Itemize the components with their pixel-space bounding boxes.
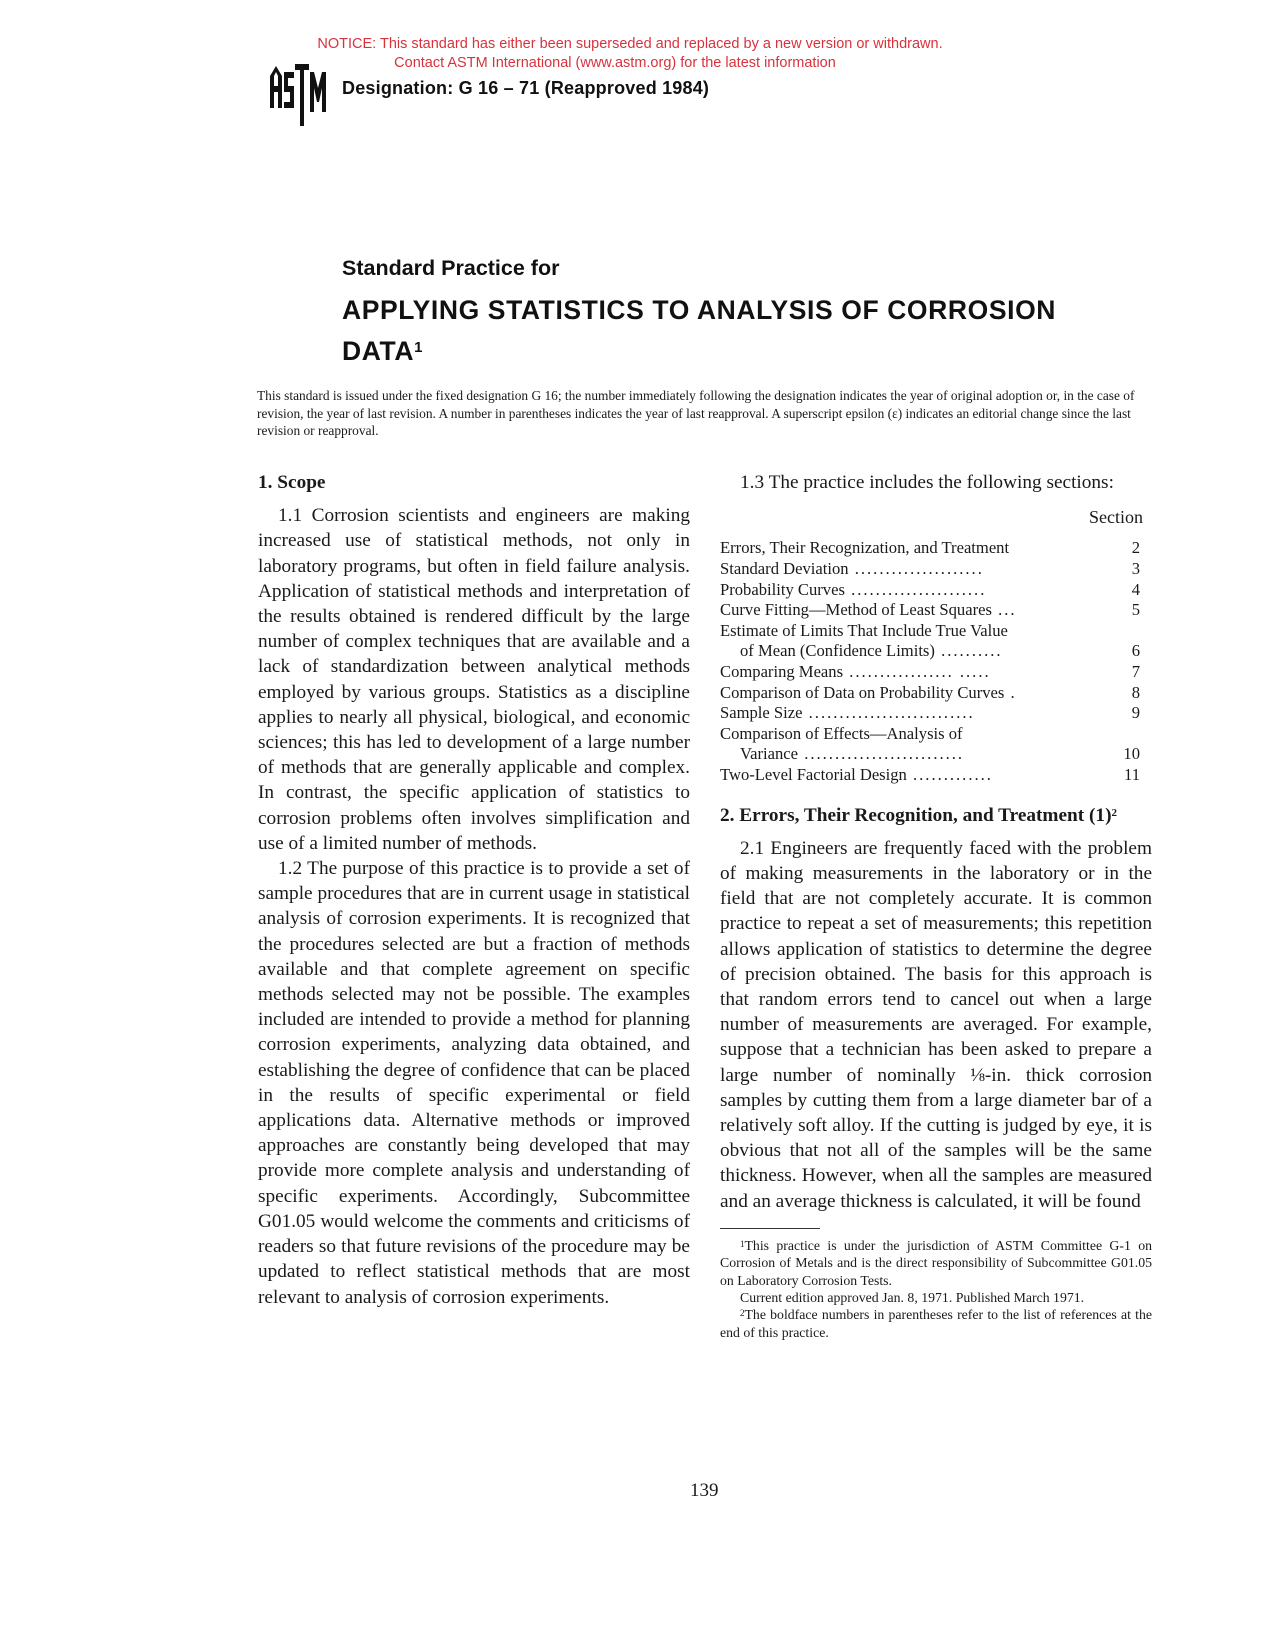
paragraph-2-1: 2.1 Engineers are frequently faced with the problem of making measurements in the laboratory or in the field that are not completely accurate. It is common practice to repeat a set of measurements; this repetition allows application of statistics to determine the degree of precision obtained. The basis for this approach is that random errors tend to cancel out when a large number of measurements are averaged. For example, suppose that a technician has been asked to prepare a large number of nominally ⅛-in. thick corrosion samples by cutting them from a large diameter bar of a relatively soft alloy. If the cutting is judged by eye, it is obvious that not all of the samples will be the same thickness. However, when all the samples are measured and an average thickness is calculated, it will be found: [720, 837, 1152, 1212]
toc-row: [720, 703, 1152, 724]
toc-row: [720, 744, 1152, 765]
toc-row: [720, 580, 1152, 601]
toc-section: 4: [1131, 579, 1140, 599]
toc-label: [720, 538, 1090, 559]
footnote-1b-text: Current edition approved Jan. 8, 1971. Published March 1971.: [740, 1290, 1085, 1305]
toc-section: 11: [1124, 764, 1140, 784]
notice-line-1: NOTICE: This standard has either been superseded and replaced by a new version or withdrawn.: [317, 36, 943, 52]
toc-row: [720, 724, 1152, 745]
footnote-1-text: This practice is under the jurisdiction of ASTM Committee G-1 on Corrosion of Metals and is the direct responsibility of Subcommittee G01.05 on Laboratory Corrosion Tests.: [720, 1237, 1152, 1288]
toc-dots: ......................: [844, 579, 987, 599]
toc-section: 3: [1131, 559, 1140, 578]
notice-line-2: Contact ASTM International (www.astm.org) for the latest information: [394, 55, 836, 71]
issued-note: This standard is issued under the fixed designation G 16; the number immediately following the designation indicates the year of original adoption or, in the case of revision, the year of last revision. A number in parentheses indicates the year of last reapproval. A superscript epsilon (ε) indicates an editorial change since the last revision or reapproval.: [257, 388, 1135, 438]
toc-section: 9: [1131, 703, 1140, 723]
astm-logo: [268, 62, 326, 128]
toc-label-text: Estimate of Limits That Include True Value: [720, 620, 1008, 640]
toc-row: [720, 621, 1152, 642]
toc-label: [720, 621, 1090, 642]
toc-dots: ..........: [934, 641, 1003, 661]
toc-section: 7: [1131, 661, 1140, 681]
footnote-2-text: The boldface numbers in parentheses refer to the list of references at the end of this practice.: [720, 1307, 1152, 1340]
toc-label-text: Standard Deviation: [720, 559, 849, 578]
toc-label: [720, 683, 1090, 704]
section-1-heading: 1. Scope: [258, 472, 326, 493]
toc-section: 5: [1131, 600, 1140, 620]
toc-header: [720, 505, 1152, 530]
toc-label-text: Comparing Means: [720, 661, 844, 681]
toc-label-text: Comparison of Effects—Analysis of: [720, 723, 963, 743]
toc: [720, 538, 1152, 785]
section-2-heading: [720, 803, 1152, 828]
toc-row: [720, 662, 1152, 683]
toc-section: 8: [1131, 682, 1140, 702]
toc-label: [720, 641, 1090, 662]
toc-label-text: Variance: [740, 744, 799, 764]
toc-label: [720, 744, 1090, 765]
footnote-2: [720, 1306, 1152, 1341]
toc-label: [720, 724, 1090, 745]
paragraph-1-1: 1.1 Corrosion scientists and engineers are making increased use of statistical methods, not only in laboratory programs, but often in field failure analysis. Application of statistical methods and interpretation of the results obtained is rendered difficult by the large number of complex techniques that are available and a lack of standardization between analytical methods employed by various groups. Statistics as a discipline applies to nearly all physical, biological, and economic sciences; this has led to development of a large number of methods that are generally applicable and complex. In contrast, the specific application of statistics to corrosion problems often involves simplification and use of a limited number of methods.: [258, 505, 690, 854]
toc-dots: .: [1004, 682, 1017, 702]
toc-header-label: Section: [1089, 507, 1143, 528]
standard-title-text: APPLYING STATISTICS TO ANALYSIS OF CORROSION DATA: [342, 295, 1057, 366]
toc-section: 10: [1123, 744, 1140, 764]
paragraph-1-2: 1.2 The purpose of this practice is to provide a set of sample procedures that are in current usage in statistical analysis of corrosion experiments. It is recognized that the procedures selected are but a fraction of methods available and that complete agreement on specific methods selected may not be possible. The examples included are intended to provide a method for planning corrosion experiments, analyzing data obtained, and establishing the degree of confidence that can be placed in the results of specific experimental or field applications data. Alternative methods or improved approaches are constantly being developed that may provide more complete analysis and understanding of specific experiments. Accordingly, Subcommittee G01.05 would welcome the comments and criticisms of readers so that future revisions of the procedure may be updated to reflect statistical methods that are most relevant to analysis of corrosion experiments.: [258, 858, 690, 1308]
toc-label-text: Sample Size: [720, 703, 803, 723]
toc-dots: ...: [991, 600, 1017, 620]
title-footnote-mark: 1: [414, 339, 424, 356]
toc-row: [720, 600, 1152, 621]
right-column: [720, 470, 1152, 1341]
toc-dots: .............: [906, 764, 993, 784]
toc-label: [720, 765, 1090, 786]
footnote-divider: [720, 1228, 820, 1229]
section-2-footnote-mark: 2: [1111, 806, 1117, 819]
toc-row: [720, 765, 1152, 786]
toc-dots: ................. .....: [843, 661, 991, 681]
toc-label: [720, 600, 1090, 621]
toc-row: [720, 559, 1152, 580]
toc-label-text: Probability Curves: [720, 579, 845, 599]
designation: Designation: G 16 – 71 (Reapproved 1984): [342, 78, 710, 98]
toc-label: [720, 703, 1090, 724]
toc-label-text: of Mean (Confidence Limits): [740, 641, 935, 661]
toc-row: [720, 683, 1152, 704]
toc-row: [720, 641, 1152, 662]
footnote-2-mark: 2: [740, 1308, 745, 1319]
toc-label-text: Curve Fitting—Method of Least Squares: [720, 600, 992, 620]
footnote-1b: [720, 1289, 1152, 1306]
standard-pretitle: Standard Practice for: [342, 256, 560, 280]
left-column: [258, 470, 690, 1310]
toc-dots: ...........................: [802, 703, 975, 723]
toc-row: [720, 538, 1152, 559]
toc-label-text: Errors, Their Recognization, and Treatment: [720, 538, 1010, 558]
page-number: 139: [690, 1480, 719, 1501]
toc-dots: .....................: [848, 559, 984, 578]
footnote-1: [720, 1237, 1152, 1289]
paragraph-1-3: 1.3 The practice includes the following sections:: [740, 472, 1114, 493]
toc-dots: ..........................: [798, 744, 965, 764]
section-2-heading-text: 2. Errors, Their Recognition, and Treatment (1): [720, 804, 1112, 826]
toc-label: [720, 559, 1090, 580]
standard-title: [342, 290, 1142, 372]
toc-label-text: Comparison of Data on Probability Curves: [720, 682, 1005, 702]
toc-label: [720, 662, 1090, 683]
toc-section: 2: [1131, 538, 1140, 558]
footnote-1-mark: 1: [740, 1238, 745, 1249]
toc-section: 6: [1131, 641, 1140, 661]
toc-label: [720, 580, 1090, 601]
toc-label-text: Two-Level Factorial Design: [720, 764, 907, 784]
